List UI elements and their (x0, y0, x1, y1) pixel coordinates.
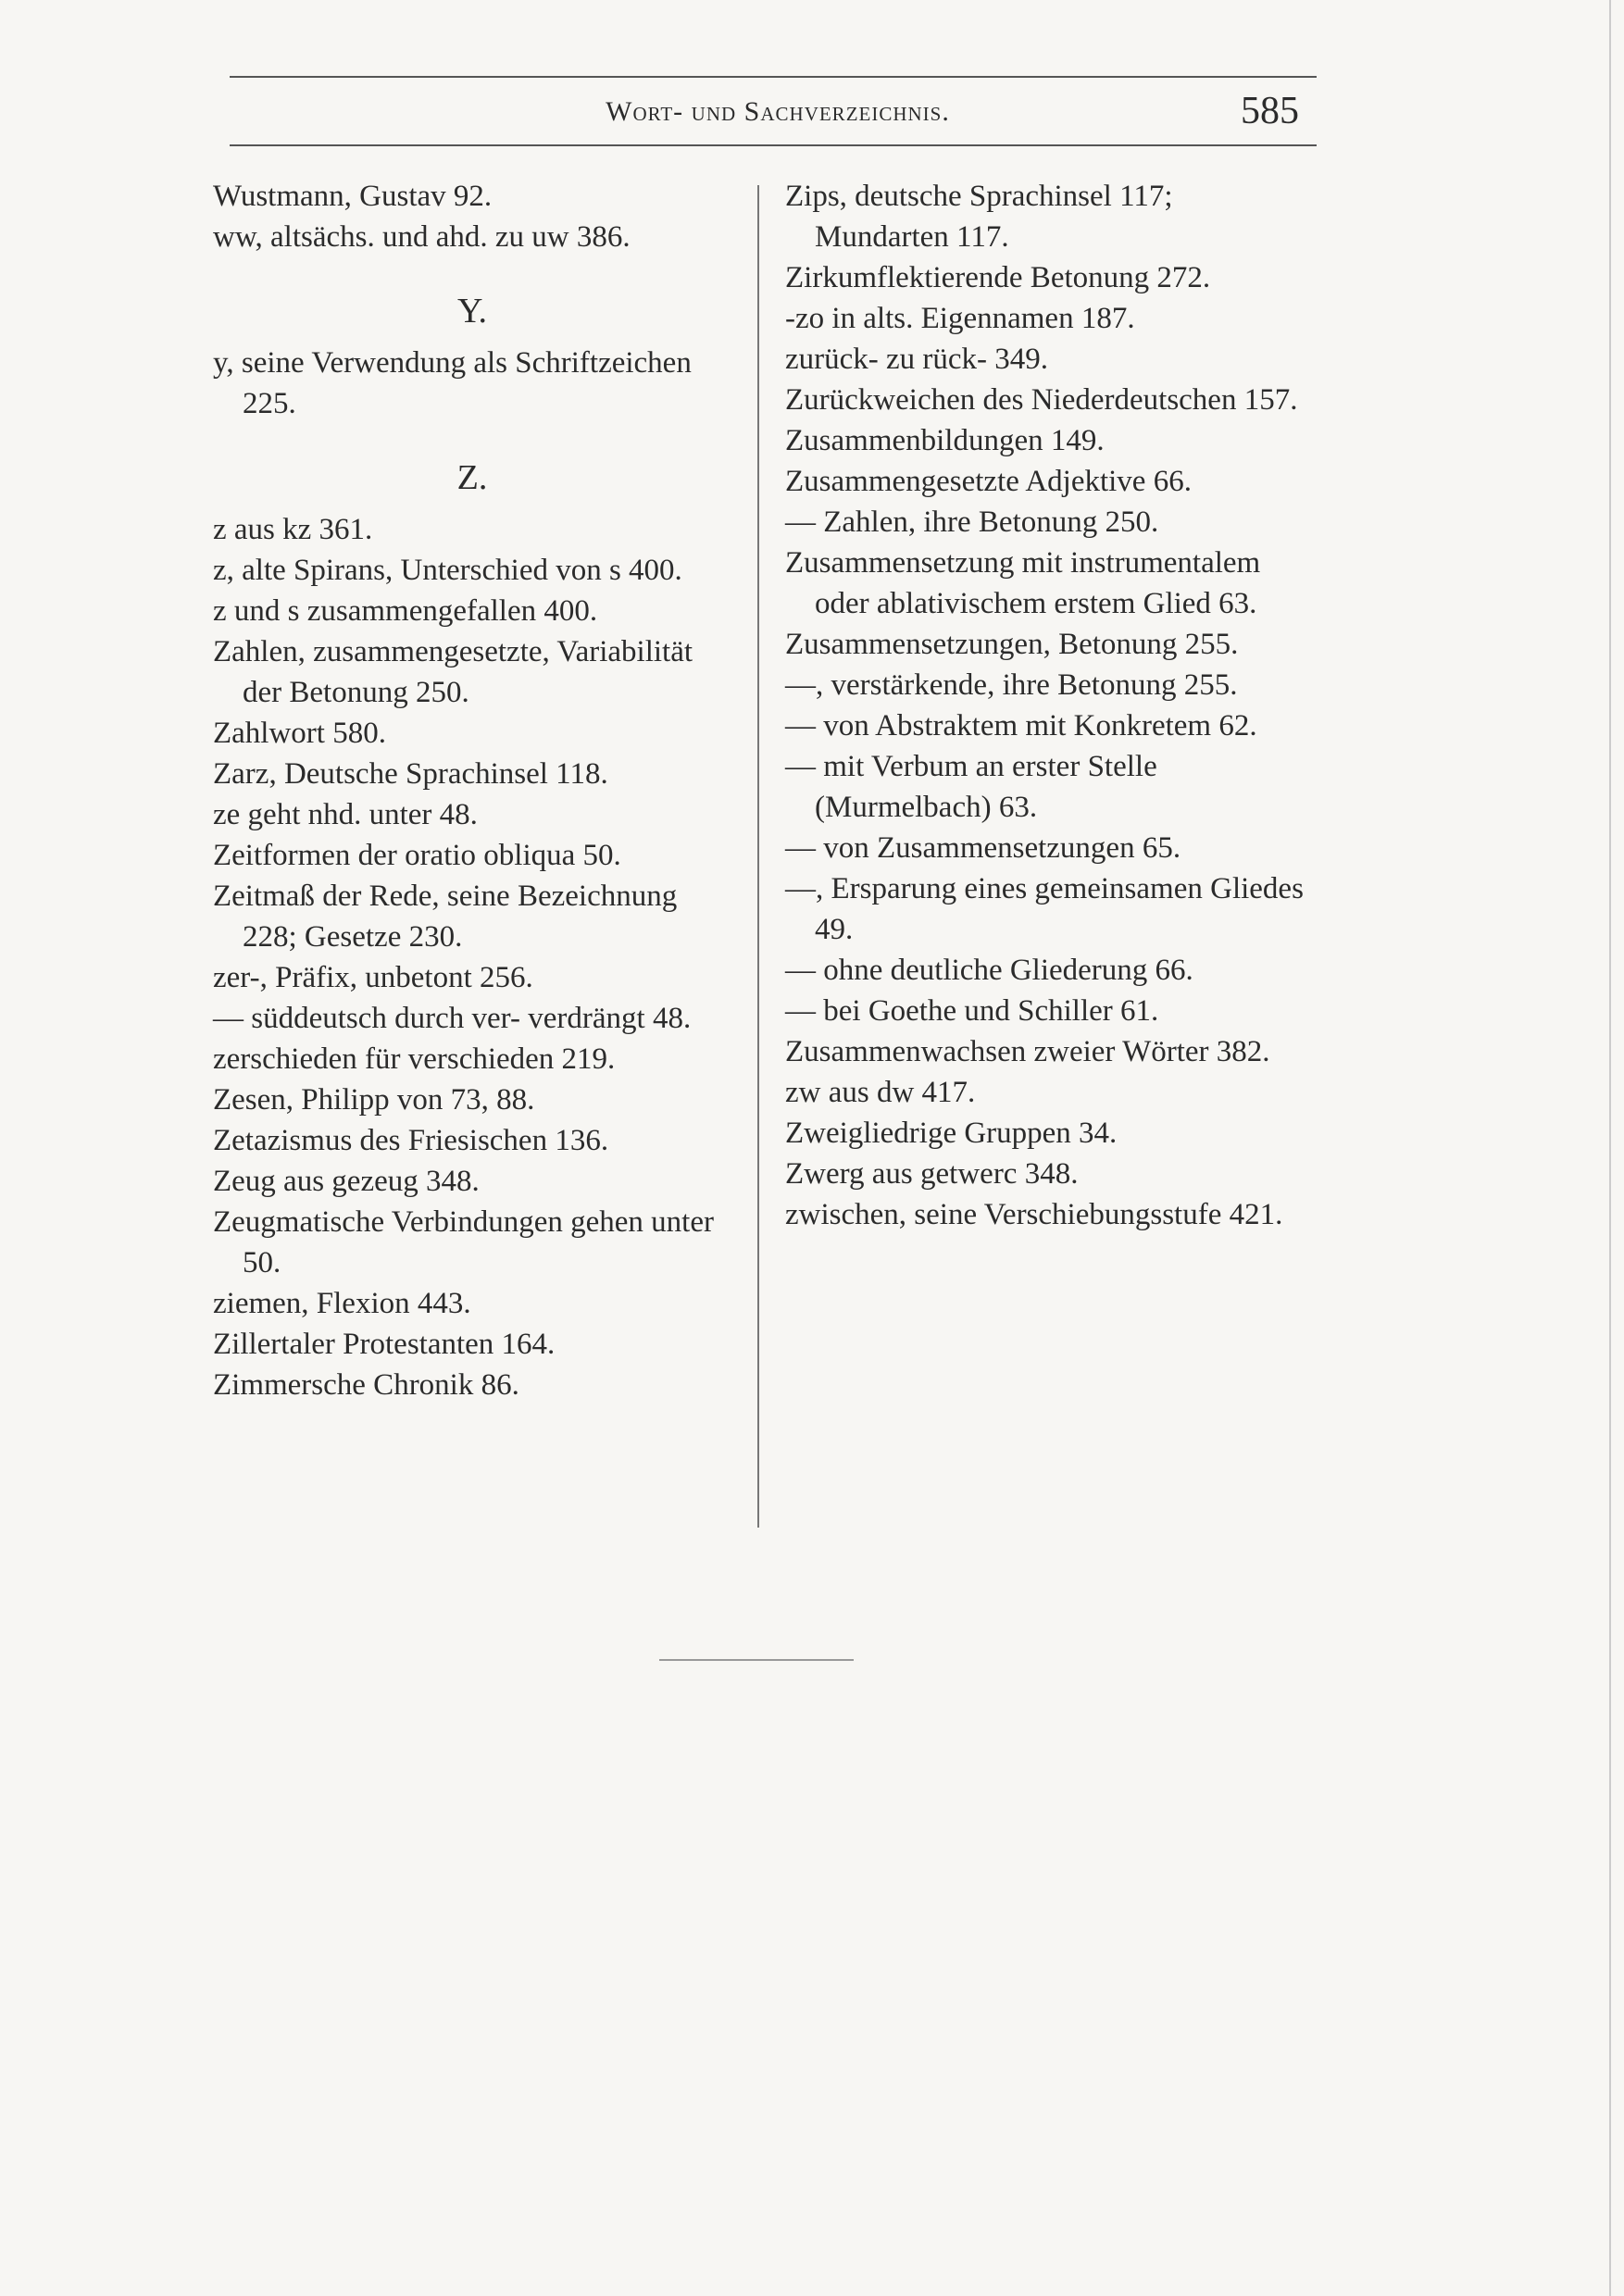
running-title: Wort- und Sachverzeichnis. (606, 96, 950, 127)
index-entry: — von Zusammensetzungen 65. (785, 831, 1181, 865)
index-entry: Zesen, Philipp von 73, 88. (213, 1083, 535, 1117)
index-entry: Zweigliedrige Gruppen 34. (785, 1117, 1118, 1150)
index-entry: y, seine Verwendung als Schriftzeichen 225. (213, 346, 692, 420)
index-entry: Zahlwort 580. (213, 717, 386, 750)
page-number: 585 (1241, 90, 1299, 132)
index-entry: Zahlen, zusammengesetzte, Variabilität der Betonung 250. (213, 635, 693, 709)
index-entry: Zeug aus gezeug 348. (213, 1165, 480, 1198)
index-entry: Zusammensetzungen, Betonung 255. (785, 628, 1239, 661)
section-letter: Z. (456, 458, 488, 497)
index-entry: ziemen, Flexion 443. (213, 1287, 471, 1320)
index-entry: — mit Verbum an erster Stelle (Murmelbach) 63. (785, 750, 1157, 824)
index-entry: Zillertaler Protestanten 164. (213, 1328, 556, 1361)
index-entry: z und s zusammengefallen 400. (213, 594, 598, 628)
index-entry: Zarz, Deutsche Sprachinsel 118. (213, 757, 608, 791)
index-entry: Zusammenbildungen 149. (785, 424, 1105, 457)
index-entry: Zeugmatische Verbindungen gehen unter 50. (213, 1205, 714, 1279)
index-entry: — bei Goethe und Schiller 61. (785, 994, 1159, 1028)
end-rule (659, 1659, 854, 1661)
index-entry: Zeitmaß der Rede, seine Bezeichnung 228; Gesetze 230. (213, 880, 678, 954)
index-entry: ze geht nhd. unter 48. (213, 798, 478, 831)
index-entry: Zimmersche Chronik 86. (213, 1368, 519, 1402)
index-entry: Zetazismus des Friesischen 136. (213, 1124, 609, 1157)
index-entry: — süddeutsch durch ver- verdrängt 48. (213, 1002, 692, 1035)
index-entry: zwischen, seine Verschiebungsstufe 421. (785, 1198, 1283, 1231)
index-entry: -zo in alts. Eigennamen 187. (785, 302, 1135, 335)
index-entry: —, verstärkende, ihre Betonung 255. (785, 668, 1238, 702)
index-entry: Zurückweichen des Niederdeutschen 157. (785, 383, 1298, 417)
index-entry: z aus kz 361. (213, 513, 373, 546)
index-entry: Zirkumflektierende Betonung 272. (785, 261, 1211, 294)
index-entry: zerschieden für verschieden 219. (213, 1042, 616, 1076)
page-edge (1609, 0, 1611, 2296)
index-entry: Wustmann, Gustav 92. (213, 180, 493, 213)
index-entry: — ohne deutliche Gliederung 66. (785, 954, 1193, 987)
index-entry: Zusammengesetzte Adjektive 66. (785, 465, 1192, 498)
section-letter: Y. (456, 292, 488, 331)
index-entry: Zwerg aus getwerc 348. (785, 1157, 1079, 1191)
index-column-right (785, 176, 1313, 1235)
index-column-left (213, 176, 731, 1405)
header-rule (230, 144, 1317, 146)
index-entry: —, Ersparung eines gemeinsamen Gliedes 49. (785, 872, 1304, 946)
column-divider (757, 185, 759, 1528)
top-rule (230, 76, 1317, 78)
index-entry: zurück- zu rück- 349. (785, 343, 1049, 376)
index-entry: — von Abstraktem mit Konkretem 62. (785, 709, 1257, 742)
index-entry: — Zahlen, ihre Betonung 250. (785, 505, 1159, 539)
index-entry: Zusammenwachsen zweier Wörter 382. (785, 1035, 1270, 1068)
index-entry: ww, altsächs. und ahd. zu uw 386. (213, 220, 631, 254)
index-entry: zer-, Präfix, unbetont 256. (213, 961, 533, 994)
index-entry: Zeitformen der oratio obliqua 50. (213, 839, 621, 872)
index-entry: z, alte Spirans, Unterschied von s 400. (213, 554, 682, 587)
index-entry: Zips, deutsche Sprachinsel 117; Mundarten 117. (785, 180, 1173, 254)
index-entry: Zusammensetzung mit instrumentalem oder ablativischem erstem Glied 63. (785, 546, 1261, 620)
index-entry: zw aus dw 417. (785, 1076, 976, 1109)
